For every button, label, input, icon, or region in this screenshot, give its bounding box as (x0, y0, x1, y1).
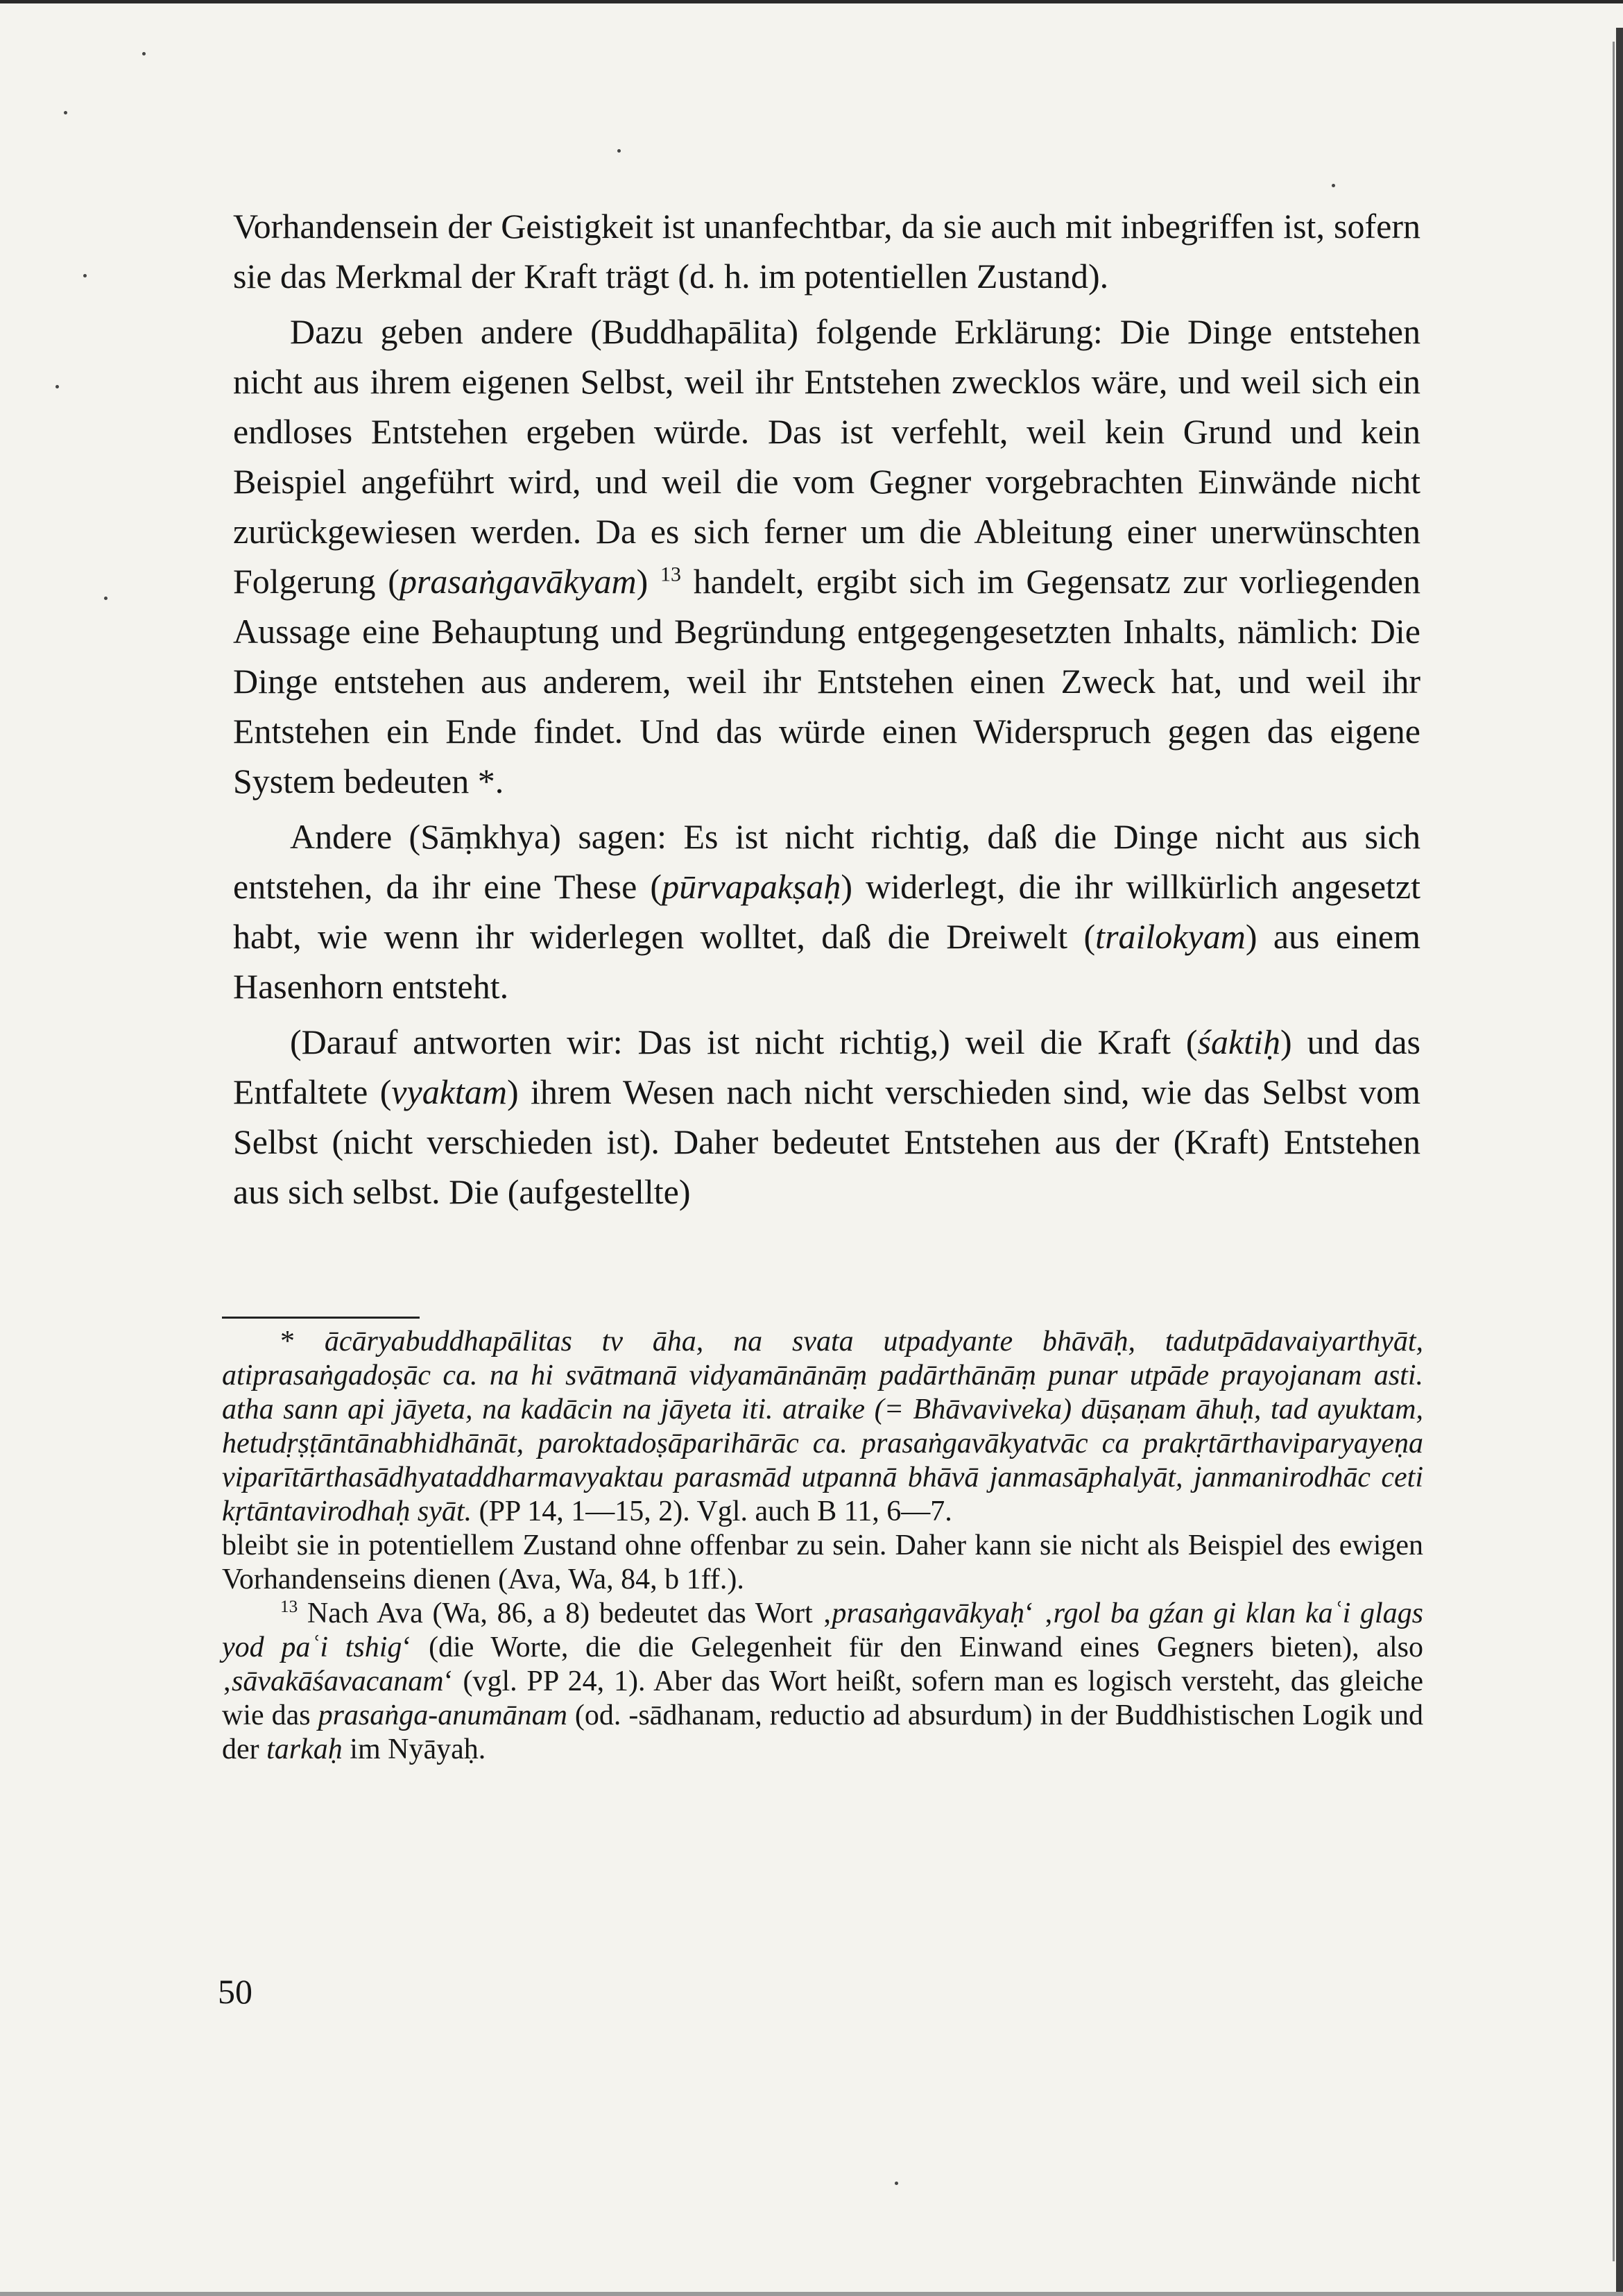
scan-bottom-edge (0, 2292, 1623, 2296)
italic-term: trailokyam (1095, 917, 1246, 956)
text-run: (Darauf antworten wir: Das ist nicht richtig,) weil die Kraft ( (290, 1022, 1198, 1061)
text-run: ‘ (die Worte, die die Gelegenheit für den Einwand eines Gegners bieten), also ‚ (222, 1631, 1423, 1697)
text-run: handelt, ergibt sich im Gegensatz zur vorliegenden Aussage eine Behauptung und Begründung entgegengesetzten Inhalts, nämlich: Die Dinge entstehen aus anderem, weil ihr Entstehen einen Zweck hat, und weil ihr Entstehen ein Ende findet. Und das würde einen Widerspruch gegen das eigene System bedeuten *. (233, 562, 1421, 800)
italic-term: rgol ba gźan gi klan kaʿi glags yod paʿi tshig (222, 1597, 1423, 1663)
body-paragraph (233, 812, 1420, 1011)
body-paragraph (233, 307, 1420, 806)
text-run: Andere (Sāṃkhya) sagen: Es ist nicht richtig, daß die Dinge nicht aus sich entstehen, da ihr eine These ( (233, 817, 1420, 906)
footnote-12-continued: bleibt sie in potentiellem Zustand ohne offenbar zu sein. Daher kann sie nicht als Beispiel des ewigen Vorhandenseins dienen (Ava, Wa, 84, b 1ff.). (222, 1530, 1423, 1595)
scan-top-edge (0, 0, 1623, 3)
page-number: 50 (218, 1972, 252, 2011)
footnote-ref: 13 (660, 563, 681, 586)
scan-speck (1332, 184, 1335, 187)
body-paragraph (233, 1017, 1420, 1217)
italic-term: śaktiḥ (1197, 1022, 1280, 1061)
italic-term: vyaktam (391, 1072, 507, 1111)
scan-speck (104, 597, 108, 600)
text-run: ) ihrem Wesen nach nicht verschieden sind, wie das Selbst vom Selbst (nicht verschieden ist). Daher bedeutet Entstehen aus der (Kraft) Entstehen aus sich selbst. Die (aufgestellte) (233, 1072, 1420, 1211)
italic-term: prasaṅgavākyaḥ (832, 1597, 1024, 1629)
footnote-ref: 13 (280, 1597, 298, 1616)
italic-term: prasaṅga-anumānam (318, 1699, 567, 1731)
text-run: Nach Ava (Wa, 86, a 8) bedeutet das Wort ‚ (298, 1597, 832, 1629)
text-run: ) und das Entfaltete ( (233, 1022, 1420, 1111)
scan-speck (895, 2182, 898, 2185)
text-run: ‘ (vgl. PP 24, 1). Aber das Wort heißt, sofern man es logisch versteht, das gleiche wie das (222, 1665, 1423, 1731)
scan-binding-edge (1616, 28, 1623, 2296)
scan-speck (64, 111, 67, 114)
text-run: * (280, 1326, 325, 1357)
text-run: ) widerlegt, die ihr willkürlich angesetzt habt, wie wenn ihr widerlegen wolltet, daß die Dreiwelt ( (233, 867, 1420, 956)
footnote-star (222, 1325, 1423, 1529)
text-run: im Nyāyaḥ. (342, 1733, 486, 1765)
footnote-separator (222, 1317, 420, 1319)
italic-term: tarkaḥ (266, 1733, 343, 1765)
scan-speck (617, 149, 621, 153)
footnotes (222, 1325, 1423, 1767)
text-run: ‘ ‚ (1024, 1597, 1054, 1629)
italic-term: prasaṅgavākyam (399, 562, 637, 601)
body-text (233, 201, 1420, 1217)
italic-term: pūrvapakṣaḥ (662, 867, 841, 906)
text-run: (PP 14, 1—15, 2). Vgl. auch B 11, 6—7. (472, 1496, 952, 1527)
text-run: ) (636, 562, 660, 601)
text-run: Vorhandensein der Geistigkeit ist unanfechtbar, da sie auch mit inbegriffen ist, sofern sie das Merkmal der Kraft trägt (d. h. im potentiellen Zustand). (233, 207, 1420, 295)
scan-speck (142, 52, 146, 55)
italic-term: sāvakāśavacanam (232, 1665, 444, 1697)
text-run: ācāryabuddhapālitas tv āha, na svata utpadyante bhāvāḥ, tadutpādavaiyarthyāt, atiprasaṅgadoṣāc ca. na hi svātmanā vidyamānānāṃ padārthānāṃ punar utpāde prayojanam asti. atha sann api jāyeta, na kadācin na jāyeta iti. atraike (= Bhāvaviveka) dūṣaṇam āhuḥ, tad ayuktam, hetudṛṣṭāntānabhidhānāt, paroktadoṣāparihārāc ca. prasaṅgavākyatvāc ca prakṛtārthaviparyayeṇa viparītārthasādhyataddharmavyaktau parasmād utpannā bhāvā janmasāphalyāt, janmanirodhāc ceti kṛtāntavirodhaḥ syāt. (222, 1326, 1424, 1527)
text-run: (od. -sādhanam, reductio ad absurdum) in der Buddhistischen Logik und der (222, 1699, 1423, 1765)
footnote-13 (222, 1597, 1423, 1767)
scan-speck (55, 385, 59, 388)
scan-speck (83, 274, 87, 277)
text-run: Dazu geben andere (Buddhapālita) folgende Erklärung: Die Dinge entstehen nicht aus ihrem eigenen Selbst, weil ihr Entstehen zwecklos wäre, und weil sich ein endloses Entstehen ergeben würde. Das ist verfehlt, weil kein Grund und kein Beispiel angeführt wird, und weil die vom Gegner vorgebrachten Einwände nicht zurückgewiesen werden. Da es sich ferner um die Ableitung einer unerwünschten Folgerung ( (233, 312, 1420, 601)
scan-binding-shadow (1613, 42, 1615, 2261)
body-paragraph (233, 201, 1420, 301)
text-run: ) aus einem Hasenhorn entsteht. (233, 917, 1420, 1006)
